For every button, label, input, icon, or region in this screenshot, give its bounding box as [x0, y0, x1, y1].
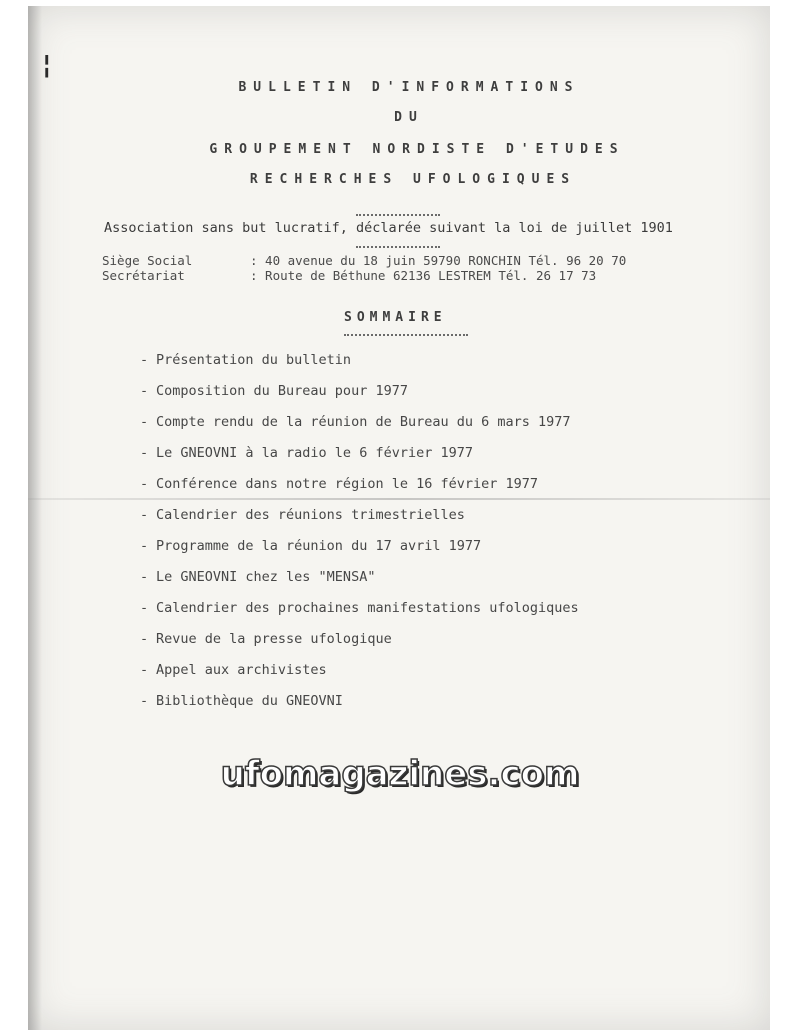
list-item: - Revue de la presse ufologique	[140, 631, 392, 647]
list-item: - Compte rendu de la réunion de Bureau du 6 mars 1977	[140, 414, 571, 430]
address-secretariat	[102, 268, 596, 283]
list-item: - Conférence dans notre région le 16 février 1977	[140, 476, 539, 492]
sommaire-heading: SOMMAIRE	[344, 310, 447, 325]
list-item: - Le GNEOVNI chez les "MENSA"	[140, 569, 376, 585]
document-page	[28, 6, 770, 1030]
divider-3	[344, 334, 468, 336]
page-spine-shadow	[28, 6, 42, 1030]
divider-2	[356, 246, 440, 248]
list-item: - Bibliothèque du GNEOVNI	[140, 693, 343, 709]
association-statement: Association sans but lucratif, déclarée suivant la loi de juillet 1901	[104, 220, 673, 236]
list-item: - Calendrier des prochaines manifestations ufologiques	[140, 600, 579, 616]
address-label: Siège Social	[102, 253, 193, 268]
list-item: - Programme de la réunion du 17 avril 1977	[140, 538, 482, 554]
address-value: : Route de Béthune 62136 LESTREM Tél. 26 17 73	[250, 268, 597, 283]
punch-mark: ¦	[42, 50, 52, 80]
header-line-2: DU	[394, 110, 424, 125]
header-line-3: GROUPEMENT NORDISTE D'ETUDES	[209, 142, 625, 157]
watermark-text: ufomagazines.com	[220, 754, 580, 794]
divider-1	[356, 214, 440, 216]
list-item: - Présentation du bulletin	[140, 352, 352, 368]
header-line-4: RECHERCHES UFOLOGIQUES	[249, 172, 577, 187]
table-of-contents	[140, 352, 579, 724]
list-item: - Calendrier des réunions trimestrielles	[140, 507, 465, 523]
address-siege-social	[102, 253, 626, 268]
list-item: - Composition du Bureau pour 1977	[140, 383, 408, 399]
list-item: - Le GNEOVNI à la radio le 6 février 1977	[140, 445, 473, 461]
header-line-1: BULLETIN D'INFORMATIONS	[238, 80, 580, 95]
list-item: - Appel aux archivistes	[140, 662, 327, 678]
address-label: Secrétariat	[102, 268, 185, 283]
address-value: : 40 avenue du 18 juin 59790 RONCHIN Tél. 96 20 70	[250, 253, 627, 268]
